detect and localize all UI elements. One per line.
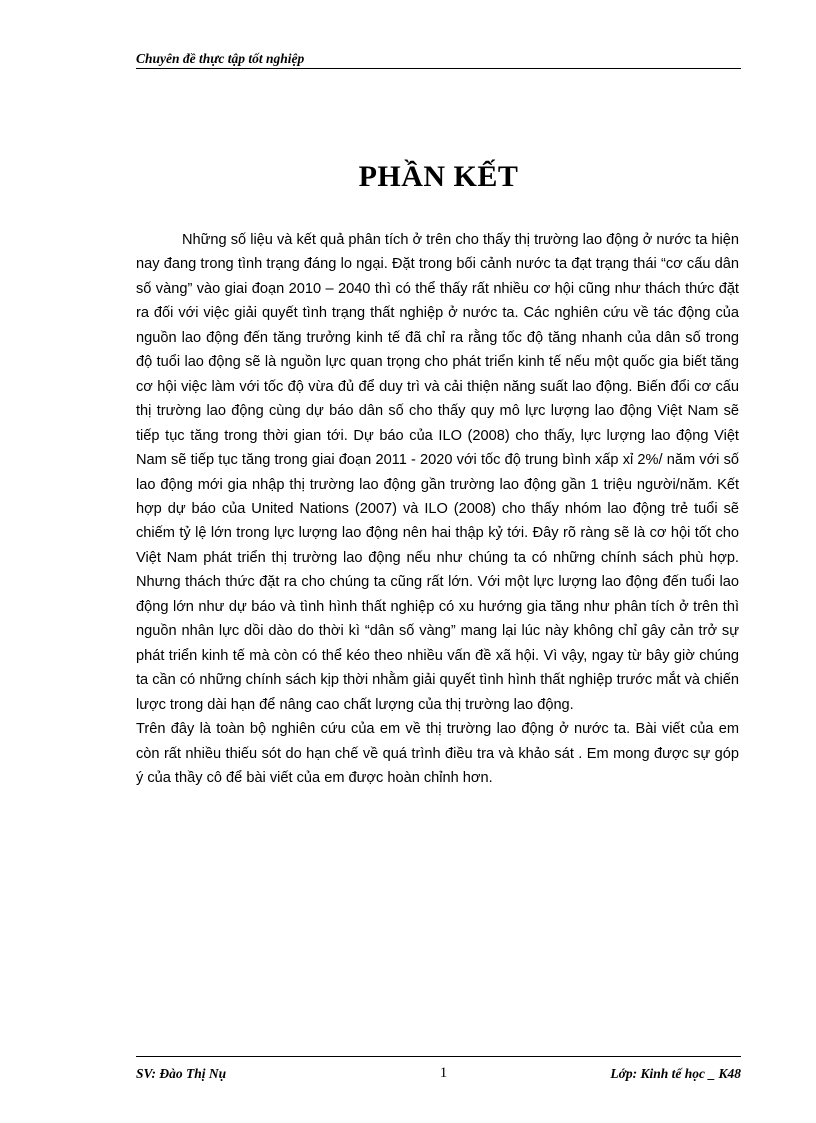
- section-title: PHẦN KẾT: [358, 160, 519, 193]
- footer-student-name: SV: Đào Thị Nụ: [136, 1066, 227, 1081]
- running-footer: [136, 1056, 741, 1085]
- page-number: 1: [439, 1065, 448, 1081]
- running-header: [136, 50, 741, 69]
- footer-class: Lớp: Kinh tế học _ K48: [610, 1066, 741, 1081]
- body-text: [136, 228, 739, 790]
- paragraph-conclusion: Những số liệu và kết quả phân tích ở trên cho thấy thị trường lao động ở nước ta hiện nay đang trong tình trạng đáng lo ngại. Đặt trong bối cảnh nước ta đạt trạng thái “cơ cấu dân số vàng” vào giai đoạn 2010 – 2040 thì có thể thấy rất nhiều cơ hội cũng như thách thức đặt ra đối với việc giải quyết tình trạng thất nghiệp ở nước ta. Các nghiên cứu về tác động của nguồn lao động đến tăng trưởng kinh tế đã chỉ ra rằng tốc độ tăng nhanh của dân số trong độ tuổi lao động sẽ là nguồn lực quan trọng cho phát triển kinh tế nếu một quốc gia biết tăng cơ hội việc làm với tốc độ vừa đủ để duy trì và cải thiện năng suất lao động. Biến đổi cơ cấu thị trường lao động cùng dự báo dân số cho thấy quy mô lực lượng lao động Việt Nam sẽ tiếp tục tăng trong thời gian tới. Dự báo của ILO (2008) cho thấy, lực lượng lao động Việt Nam sẽ tiếp tục tăng trong giai đoạn 2011 - 2020 với tốc độ trung bình xấp xỉ 2%/ năm với số lao động mới gia nhập thị trường lao động gần trường lao động gần 1 triệu người/năm. Kết hợp dự báo của United Nations (2007) và ILO (2008) cho thấy nhóm lao động trẻ tuổi sẽ chiếm tỷ lệ lớn trong lực lượng lao động nên hai thập kỷ tới. Đây rõ ràng sẽ là cơ hội tốt cho Việt Nam phát triển thị trường lao động nếu như chúng ta có những chính sách phù hợp. Nhưng thách thức đặt ra cho chúng ta cũng rất lớn. Với một lực lượng lao động đến tuổi lao động lớn như dự báo và tình hình thất nghiệp có xu hướng gia tăng như phân tích ở trên thì nguồn nhân lực dồi dào do thời kì “dân số vàng” mang lại lúc này không chỉ gây cản trở sự phát triển kinh tế mà còn có thể kéo theo nhiều vấn đề xã hội. Vì vậy, ngay từ bây giờ chúng ta cần có những chính sách kịp thời nhằm giải quyết tình hình thất nghiệp trước mắt và chiến lược trong dài hạn để nâng cao chất lượng của thị trường lao động.: [136, 232, 739, 713]
- paragraph-closing: Trên đây là toàn bộ nghiên cứu của em về thị trường lao động ở nước ta. Bài viết của em còn rất nhiều thiếu sót do hạn chế về quá trình điều tra và khảo sát . Em mong được sự góp ý của thầy cô để bài viết của em được hoàn chỉnh hơn.: [136, 721, 739, 786]
- running-title: Chuyên đề thực tập tốt nghiệp: [136, 51, 305, 66]
